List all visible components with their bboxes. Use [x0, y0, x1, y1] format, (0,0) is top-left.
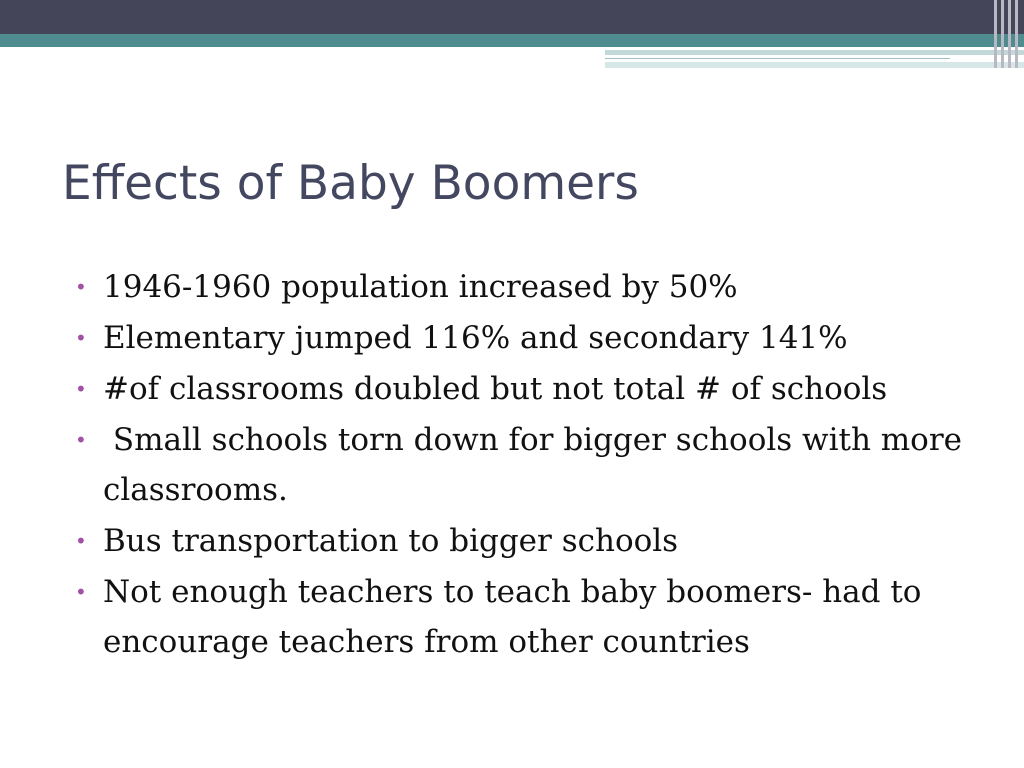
bullet-item	[72, 415, 982, 515]
bullet-dot-icon: •	[75, 377, 87, 401]
bullet-text: Small schools torn down for bigger schools with more classrooms.	[103, 422, 972, 508]
header-accent-light-lower	[605, 62, 1024, 68]
bullet-dot-icon: •	[75, 275, 87, 299]
bullet-text: #of classrooms doubled but not total # of schools	[103, 371, 888, 407]
bullet-item	[72, 262, 982, 312]
header-band-teal	[0, 34, 1024, 47]
bullet-text: 1946-1960 population increased by 50%	[103, 269, 738, 305]
bullet-item	[72, 313, 982, 363]
bullet-item	[72, 516, 982, 566]
bullet-text: Bus transportation to bigger schools	[103, 523, 679, 559]
bullet-dot-icon: •	[75, 529, 87, 553]
bullet-item	[72, 567, 982, 667]
bullet-dot-icon: •	[75, 428, 87, 452]
bullet-list	[72, 262, 982, 668]
bullet-dot-icon: •	[75, 326, 87, 350]
bullet-text: Elementary jumped 116% and secondary 141%	[103, 320, 848, 356]
bullet-text: Not enough teachers to teach baby boomers- had to encourage teachers from other countries	[103, 574, 932, 660]
bullet-dot-icon: •	[75, 580, 87, 604]
header-accent-light	[605, 50, 1024, 55]
header-band-dark	[0, 0, 1024, 34]
header-accent-line	[605, 58, 950, 59]
header-vertical-stripes	[990, 0, 1024, 68]
bullet-item	[72, 364, 982, 414]
slide-title: Effects of Baby Boomers	[62, 156, 639, 211]
